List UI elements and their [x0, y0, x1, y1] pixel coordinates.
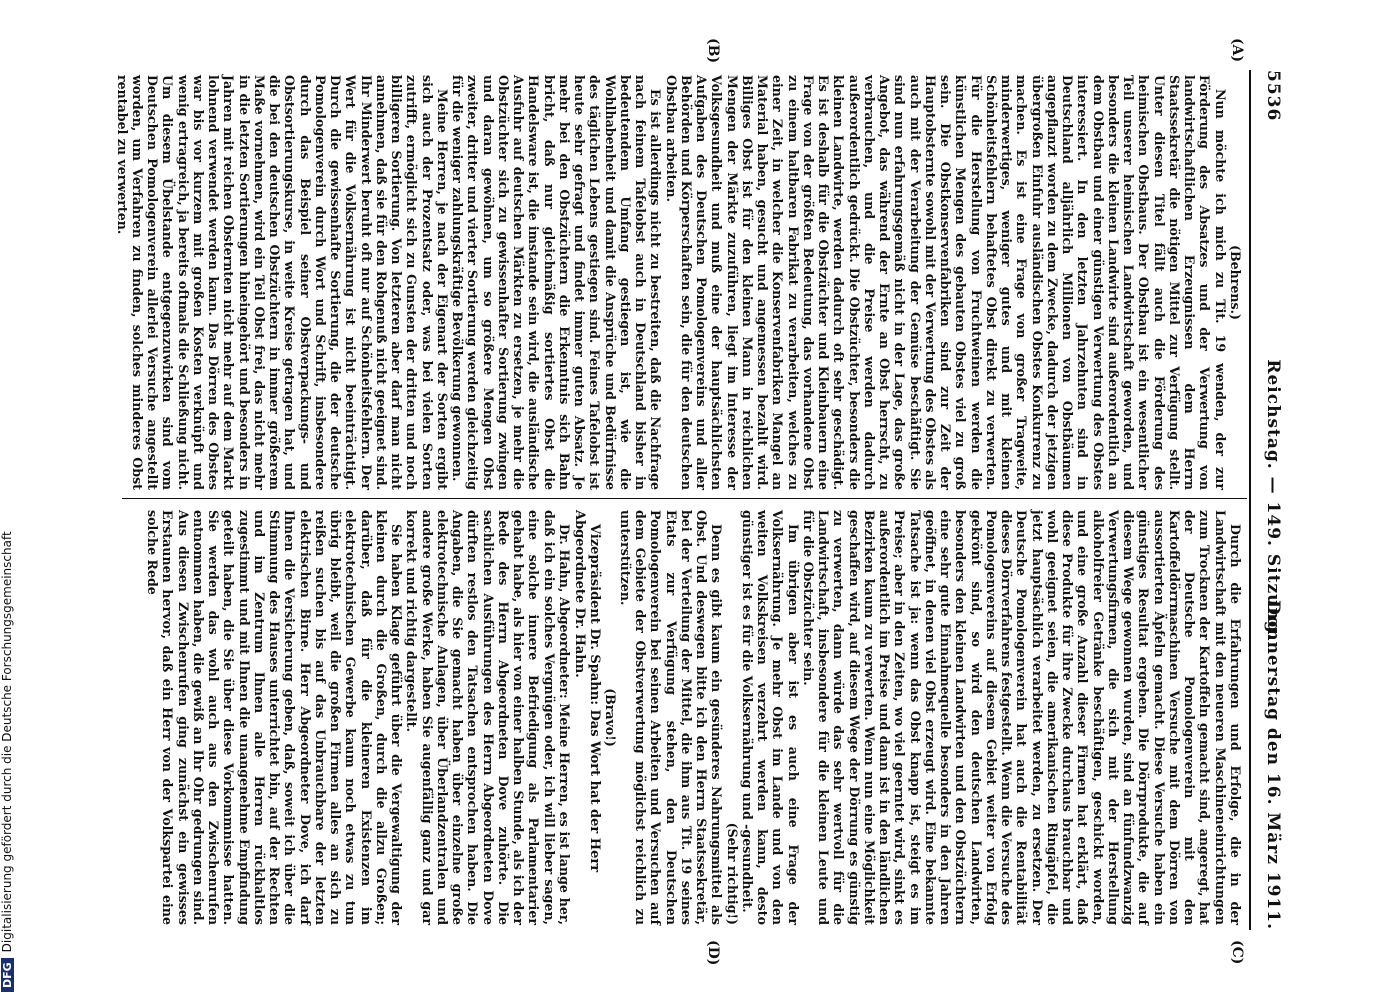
- paragraph: Im übrigen aber ist es auch eine Frage der Volksernährung. Je mehr Obst im Lande und von den weiten Volkskreisen verzehrt werden kann, desto günstiger ist es für die Volksernährung und -gesundheit.: [740, 510, 801, 925]
- margin-marker-b: (B): [705, 38, 721, 64]
- margin-marker-d: (D): [705, 940, 721, 966]
- left-column: [115, 75, 1244, 490]
- speech-paragraph: Sie haben Klage geführt über die Vergewaltigung der kleinen durch die Großen, durch die allzu Großen; darüber, daß für die kleineren Existenzen im elektrotechnischen Gewerbe kaum noch etwas zu tun übrig bleibt, weil die großen Firmen alles an sich zu reißen suchen bis auf das Unbrauchbare der letzten elektrischen Birne. Herr Abgeordneter Dove, ich darf Ihnen die Versicherung geben, daß, soweit ich über die Stimmung des Hauses unterrichtet bin, auf der Rechten und im Zentrum Ihnen alle Herren rückhaltlos zugestimmt und mit Ihnen die unangenehme Empfindung geteilt haben, die Sie über diese Vorkommnisse hatten. Sie werden das wohl auch aus den Zwischenrufen entnommen haben, die gewiß an Ihr Ohr gedrungen sind. Aus diesen Zwischenrufen ging zunächst ein gewisses Erstaunen hervor, daß ein Herr von der Volkspartei eine solche Rede: [145, 510, 405, 925]
- column-separator: [122, 498, 1247, 499]
- credit-text: Digitalisierung gefördert durch die Deutsche Forschungsgemeinschaft: [0, 531, 14, 953]
- digitization-credit: [0, 0, 20, 1000]
- president-line: Vizepräsident Dr. Spahn: Das Wort hat der Herr Abgeordnete Dr. Hahn.: [572, 510, 603, 873]
- margin-marker-c: (C): [1229, 940, 1245, 965]
- paragraph: Durch die Erfahrungen und Erfolge, die in der Landwirtschaft mit den neueren Maschineneinrichtungen zum Trocknen der Kartoffeln gemacht sind, angeregt, hat der Deutsche Pomologenverein mit den Kartoffeldörrmaschinen Versuche mit dem Dörren von aussortierten Äpfeln gemacht. Diese Versuche haben ein günstiges Resultat ergeben. Die Dörrprodukte, die auf diesem Wege gewonnen wurden, sind an fünfundzwanzig Verwertungsfirmen, die sich mit der Herstellung alkoholfreier Getränke beschäftigen, geschickt worden, und eine große Anzahl dieser Firmen hat erklärt, daß diese Produkte für ihre Zwecke durchaus brauchbar und wohl geeignet seien, die amerikanischen Ringäpfel, die jetzt hauptsächlich verarbeitet werden, zu ersetzen. Der Deutsche Pomologenverein hat auch die Rentabilität dieses Dörrverfahrens festgestellt. Wenn die Versuche des Pomologenvereins auf diesem Gebiet weiter von Erfolg gekrönt sind, so wird den deutschen Landwirten, besonders den kleinen Landwirten und den Obstzüchtern eine sehr gute Einnahmequelle besonders in den Jahren geöffnet, in denen viel Obst erzeugt wird. Eine bekannte Tatsache ist ja: wenn das Obst knapp ist, steigt es im Preise; aber in den Zeiten, wo viel geerntet wird, sinkt es außerordentlich im Preise und dann ist in den ländlichen Bezirken kaum zu verwerten. Wenn nun eine Möglichkeit geschaffen wird, auf diesem Wege der Dörrung es günstig zu verwerten, dann würde das sehr wertvoll für die Landwirtschaft, insbesondere für die kleinen Leute und für die Obstzüchter sein.: [801, 510, 1243, 925]
- interjection: (Sehr richtig!): [724, 822, 740, 925]
- header-rule: [1249, 70, 1251, 930]
- speech-paragraph: Dr. Hahn, Abgeordneter: Meine Herren, es ist lange her, daß ich ein solches Vergnügen oder, ich will lieber sagen, eine solche innere Befriedigung als Parlamentarier gehabt habe, als hier von einer halben Stunde, als ich der Rede des Herrn Abgeordneten Dove zuhörte. Die sachlichen Ausführungen des Herrn Abgeordneten Dove dürften restlos den Tatsachen entsprochen haben. Die Angaben, die Sie gemacht haben über einzelne große elektrotechnische Anlagen, über Überlandzentralen und andere große Werke, haben Sie augenfällig ganz und gar korrekt und richtig dargestellt.: [404, 510, 572, 925]
- paragraph: Es ist allerdings nicht zu bestreiten, daß die Nachfrage nach feinem Tafelobst auch in Deutschland bisher in bedeutendem Umfang gestiegen ist, wie die Wohlhabenheit und damit die Ansprüche und Bedürfnisse des täglichen Lebens gestiegen sind. Feines Tafelobst ist heute sehr gefragt und findet immer guten Absatz. Je mehr bei den Obstzüchtern die Erkenntnis sich Bahn bricht, daß nur gleichmäßig sortiertes Obst die Handelsware ist, die imstande sein wird, die ausländische Ausfuhr auf deutschen Märkten zu ersetzen, je mehr die Obstzüchter sich zu gewissenhafter Sortierung zwingen und daran gewöhnen, um so größere Mengen Obst zweiter, dritter und vierter Sortierung werden gleichzeitig für die weniger zahlungskräftige Bevölkerung gewonnen.: [450, 75, 664, 490]
- margin-marker-a: (A): [1229, 38, 1245, 63]
- page-header: [1253, 70, 1283, 930]
- interjection: (Bravo!): [602, 688, 618, 747]
- page-number: 5536: [1263, 70, 1283, 122]
- paragraph: Nun möchte ich mich zu Tit. 19 wenden, der zur Förderung des Absatzes und der Verwertung von landwirtschaftlichen Erzeugnissen dem Herrn Staatssekretär die nötigen Mittel zur Verfügung stellt. Unter diesen Titel fällt auch die Förderung des heimischen Obstbaus. Der Obstbau ist ein wesentlicher Teil unserer heimischen Landwirtschaft geworden, und besonders die kleinen Landwirte sind außerordentlich an dem Obstbau und einer günstigen Verwertung des Obstes interessiert. In den letzten Jahrzehnten sind in Deutschland alljährlich Millionen von Obstbäumen angepflanzt worden zu dem Zwecke, dadurch der jetzigen übergroßen Einfuhr ausländischen Obstes Konkurrenz zu machen. Es ist eine Frage von großer Tragweite, minderwertiges, weniger gutes und mit kleinen Schönheitsfehlern behaftetes Obst direkt zu verwerten. Für die Herstellung von Fruchtweinen werden die künstlichen Mengen des gebauten Obstes viel zu groß sein. Die Obstkonservenfabriken sind zur Zeit der Hauptobsternte sowohl mit der Verwertung des Obstes als auch mit der Verarbeitung der Gemüse beschäftigt. Sie sind nun erfahrungsgemäß nicht in der Lage, das große Angebot, das während der Ernte an Obst herrscht, zu verbrauchen, und die Preise werden dadurch außerordentlich gedrückt. Die Obstzüchter, besonders die kleinen Landwirte, werden dadurch oft sehr geschädigt. Es ist deshalb für die Obstzüchter und Kleinbauern eine Frage von der größten Bedeutung, das vorhandene Obst zu einem haltbaren Fabrikat zu verarbeiten, welches zu einer Zeit, in welcher die Konservenfabriken Mangel an Material haben, gesucht und angemessen bezahlt wird. Billiges Obst ist für den kleinen Mann in reichlichen Mengen der Märkte zuzuführen, liegt im Interesse der Volksgesundheit und muß eine der hauptsächlichsten Aufgaben des Deutschen Pomologenvereins und aller Behörden und Körperschaften sein, die für den deutschen Obstbau arbeiten.: [663, 75, 1228, 490]
- speaker-continuation: (Behrens.): [1228, 244, 1243, 320]
- paragraph: Meine Herren, je nach der Eigenart der Sorten ergibt sich auch der Prozentsatz oder, was bei vielen Sorten zutrifft, ermöglicht sich zu Gunsten der dritten und noch billigeren Sortierung. Von letzteren aber darf man nicht annehmen, daß sie für den Rohgenuß nicht geeignet sind. Ihr Minderwert beruht oft nur auf Schönheitsfehlern. Der Wert für die Volksernährung ist nicht beeinträchtigt. Durch die gewissenhafte Sortierung, die der deutsche Pomologenverein durch Wort und Schrift, insbesondere durch das Beispiel seiner Obstverpackungs- und Obstsortierungskurse, in weite Kreise getragen hat, und die bei den deutschen Obstzüchtern in immer größerem Maße vornehmen, wird ein Teil Obst frei, das nicht mehr in die letzten Sortierungen hineingehört und besonders in Jahren mit reichen Obsternten nicht mehr auf dem Markt lohnend verwendet werden kann. Das Dörren des Obstes war bis vor kurzem mit großen Kosten verknüpft und wenig ertragreich, ja bereits oftmals die Schließung nicht. Um diesem Übelstande entgegenzuwirken sind vom Deutschen Pomologenverein allerlei Versuche angestellt worden, um Verfahren zu finden, solches minderes Obst rentabel zu verwerten.: [114, 75, 450, 490]
- dfg-logo: DFG: [1, 958, 14, 992]
- paragraph: Denn es gibt kaum ein gesünderes Nahrungsmittel als Obst. Und deswegen bitte ich den Herrn Staatssekretär, bei der Verteilung der Mittel, die ihm aus Tit. 19 seines Etats zur Verfügung stehen, den Deutschen Pomologenverein bei seinen Arbeiten und Versuchen auf dem Gebiete der Obstverwertung möglichst reichlich zu unterstützen.: [618, 510, 725, 925]
- document-page: [83, 0, 1323, 1000]
- session-title: Reichstag. — 149. Sitzung.: [1263, 359, 1283, 641]
- right-column: [145, 510, 1243, 925]
- session-date: Donnerstag den 16. März 1911.: [1263, 600, 1283, 930]
